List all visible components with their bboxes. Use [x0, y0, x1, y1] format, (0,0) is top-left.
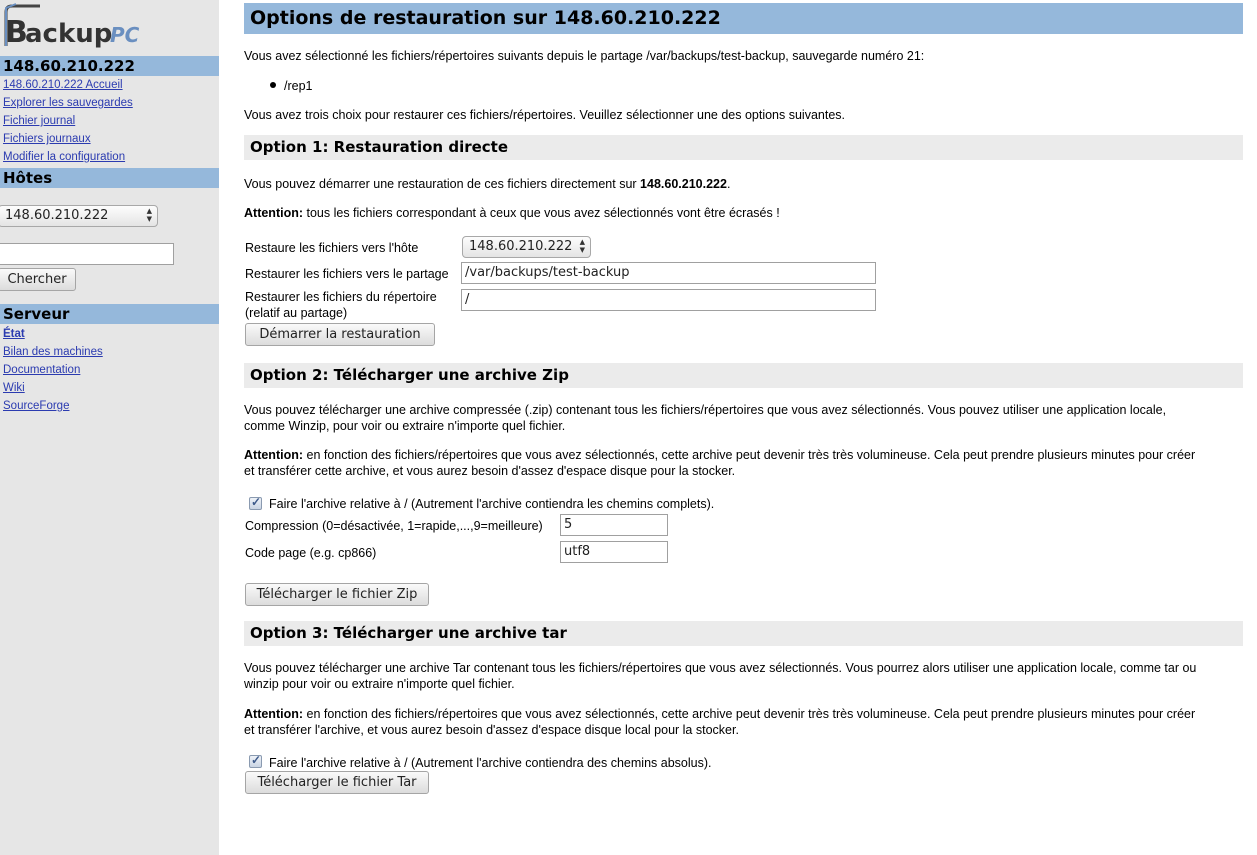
svg-text:PC: PC	[110, 23, 140, 47]
restore-share-label: Restaurer les fichiers vers le partage	[245, 267, 449, 281]
option3-warning-text: en fonction des fichiers/répertoires que vous avez sélectionnés, cette archive peut devenir très très volumineuse. Cela peut prendre plusieurs minutes pour créer	[306, 707, 1196, 721]
option3-header: Option 3: Télécharger une archive tar	[244, 621, 1243, 646]
backuppc-logo-graphic	[0, 2, 160, 48]
sidebar-link-documentation[interactable]: Documentation	[3, 364, 81, 376]
sidebar	[0, 0, 219, 855]
option1-desc-prefix: Vous pouvez démarrer une restauration de ces fichiers directement sur	[244, 177, 641, 191]
option2-desc-line1: Vous pouvez télécharger une archive compressée (.zip) contenant tous les fichiers/répertoires que vous avez sélectionnés. Vous pouvez utiliser une application locale,	[244, 403, 1167, 417]
sidebar-link-status[interactable]: État	[3, 328, 25, 340]
option3-warning-line2: et transférer l'archive, et vous aurez besoin d'assez d'espace disque local pour la stocker.	[244, 723, 739, 737]
sidebar-link-log-files[interactable]: Fichiers journaux	[3, 133, 91, 145]
sidebar-server-header: Serveur	[0, 304, 219, 324]
option1-warning	[244, 205, 1249, 221]
option1-desc-suffix: .	[726, 177, 731, 191]
restore-share-input[interactable]: /var/backups/test-backup	[461, 262, 876, 284]
search-button[interactable]: Chercher	[0, 268, 76, 291]
restore-dir-label-line2: (relatif au partage)	[245, 306, 348, 320]
sidebar-link-edit-config[interactable]: Modifier la configuration	[3, 151, 126, 163]
sidebar-link-browse-backups[interactable]: Explorer les sauvegardes	[3, 97, 133, 109]
backuppc-logo[interactable]	[0, 2, 160, 48]
intro-text: Vous avez sélectionné les fichiers/répertoires suivants depuis le partage /var/backups/test-backup, sauvegarde numéro 21:	[244, 49, 925, 63]
sidebar-link-sourceforge[interactable]: SourceForge	[3, 400, 70, 412]
attention-label: Attention:	[244, 707, 304, 721]
bullet-icon	[270, 82, 276, 88]
select-arrows-icon: ▲ ▼	[146, 207, 152, 223]
zip-relative-checkbox[interactable]	[249, 497, 262, 510]
tar-relative-label: Faire l'archive relative à / (Autrement l'archive contiendra des chemins absolus).	[269, 756, 712, 770]
option2-warning-line2: et transférer cette archive, et vous aurez besoin d'assez d'espace disque pour la stocker.	[244, 464, 736, 478]
sidebar-link-host-home[interactable]: 148.60.210.222 Accueil	[3, 79, 123, 91]
start-restore-button[interactable]: Démarrer la restauration	[245, 323, 435, 346]
option1-warning-text: tous les fichiers correspondant à ceux que vous avez sélectionnés vont être écrasés !	[306, 206, 780, 220]
choices-text: Vous avez trois choix pour restaurer ces fichiers/répertoires. Veuillez sélectionner une des options suivantes.	[244, 108, 846, 122]
option3-desc-line1: Vous pouvez télécharger une archive Tar contenant tous les fichiers/répertoires que vous avez sélectionnés. Vous pourrez alors utiliser une application locale, comme tar ou	[244, 661, 1197, 675]
host-select-value: 148.60.210.222	[5, 208, 109, 223]
sidebar-host-header: 148.60.210.222	[0, 56, 219, 76]
attention-label: Attention:	[244, 206, 304, 220]
option3-desc-line2: winzip pour voir ou extraire n'importe quel fichier.	[244, 677, 515, 691]
option1-header: Option 1: Restauration directe	[244, 135, 1243, 160]
sidebar-hosts-header: Hôtes	[0, 168, 219, 188]
option2-warning-line1	[244, 447, 1249, 463]
restore-host-select[interactable]	[462, 236, 591, 258]
download-tar-button[interactable]: Télécharger le fichier Tar	[245, 771, 429, 794]
restore-host-label: Restaure les fichiers vers l'hôte	[245, 241, 419, 255]
option2-desc-line2: comme Winzip, pour voir ou extraire n'importe quel fichier.	[244, 419, 566, 433]
page-title: Options de restauration sur 148.60.210.222	[244, 3, 1243, 34]
host-search-input[interactable]	[0, 243, 174, 265]
codepage-input[interactable]: utf8	[560, 541, 668, 563]
svg-text:B: B	[5, 15, 28, 48]
attention-label: Attention:	[244, 448, 304, 462]
option1-desc-host: 148.60.210.222	[640, 177, 727, 191]
option3-warning-line1	[244, 706, 1249, 722]
compression-label: Compression (0=désactivée, 1=rapide,...,9=meilleure)	[245, 519, 543, 533]
restore-host-select-value: 148.60.210.222	[469, 239, 573, 254]
option1-description	[244, 176, 1249, 192]
option2-header: Option 2: Télécharger une archive Zip	[244, 363, 1243, 388]
host-select[interactable]	[0, 205, 158, 227]
sidebar-link-host-summary[interactable]: Bilan des machines	[3, 346, 103, 358]
restore-dir-label-line1: Restaurer les fichiers du répertoire	[245, 290, 437, 304]
sidebar-link-log-file[interactable]: Fichier journal	[3, 115, 76, 127]
select-arrows-icon: ▲ ▼	[579, 238, 585, 254]
sidebar-link-wiki[interactable]: Wiki	[3, 382, 25, 394]
restore-dir-input[interactable]: /	[461, 289, 876, 311]
selected-file-item: /rep1	[284, 79, 313, 93]
zip-relative-label: Faire l'archive relative à / (Autrement l'archive contiendra les chemins complets).	[269, 497, 715, 511]
codepage-label: Code page (e.g. cp866)	[245, 546, 377, 560]
tar-relative-checkbox[interactable]	[249, 755, 262, 768]
option2-warning-text: en fonction des fichiers/répertoires que vous avez sélectionnés, cette archive peut devenir très très volumineuse. Cela peut prendre plusieurs minutes pour créer	[306, 448, 1196, 462]
download-zip-button[interactable]: Télécharger le fichier Zip	[245, 583, 429, 606]
svg-text:ackup: ackup	[25, 19, 113, 48]
compression-input[interactable]: 5	[560, 514, 668, 536]
